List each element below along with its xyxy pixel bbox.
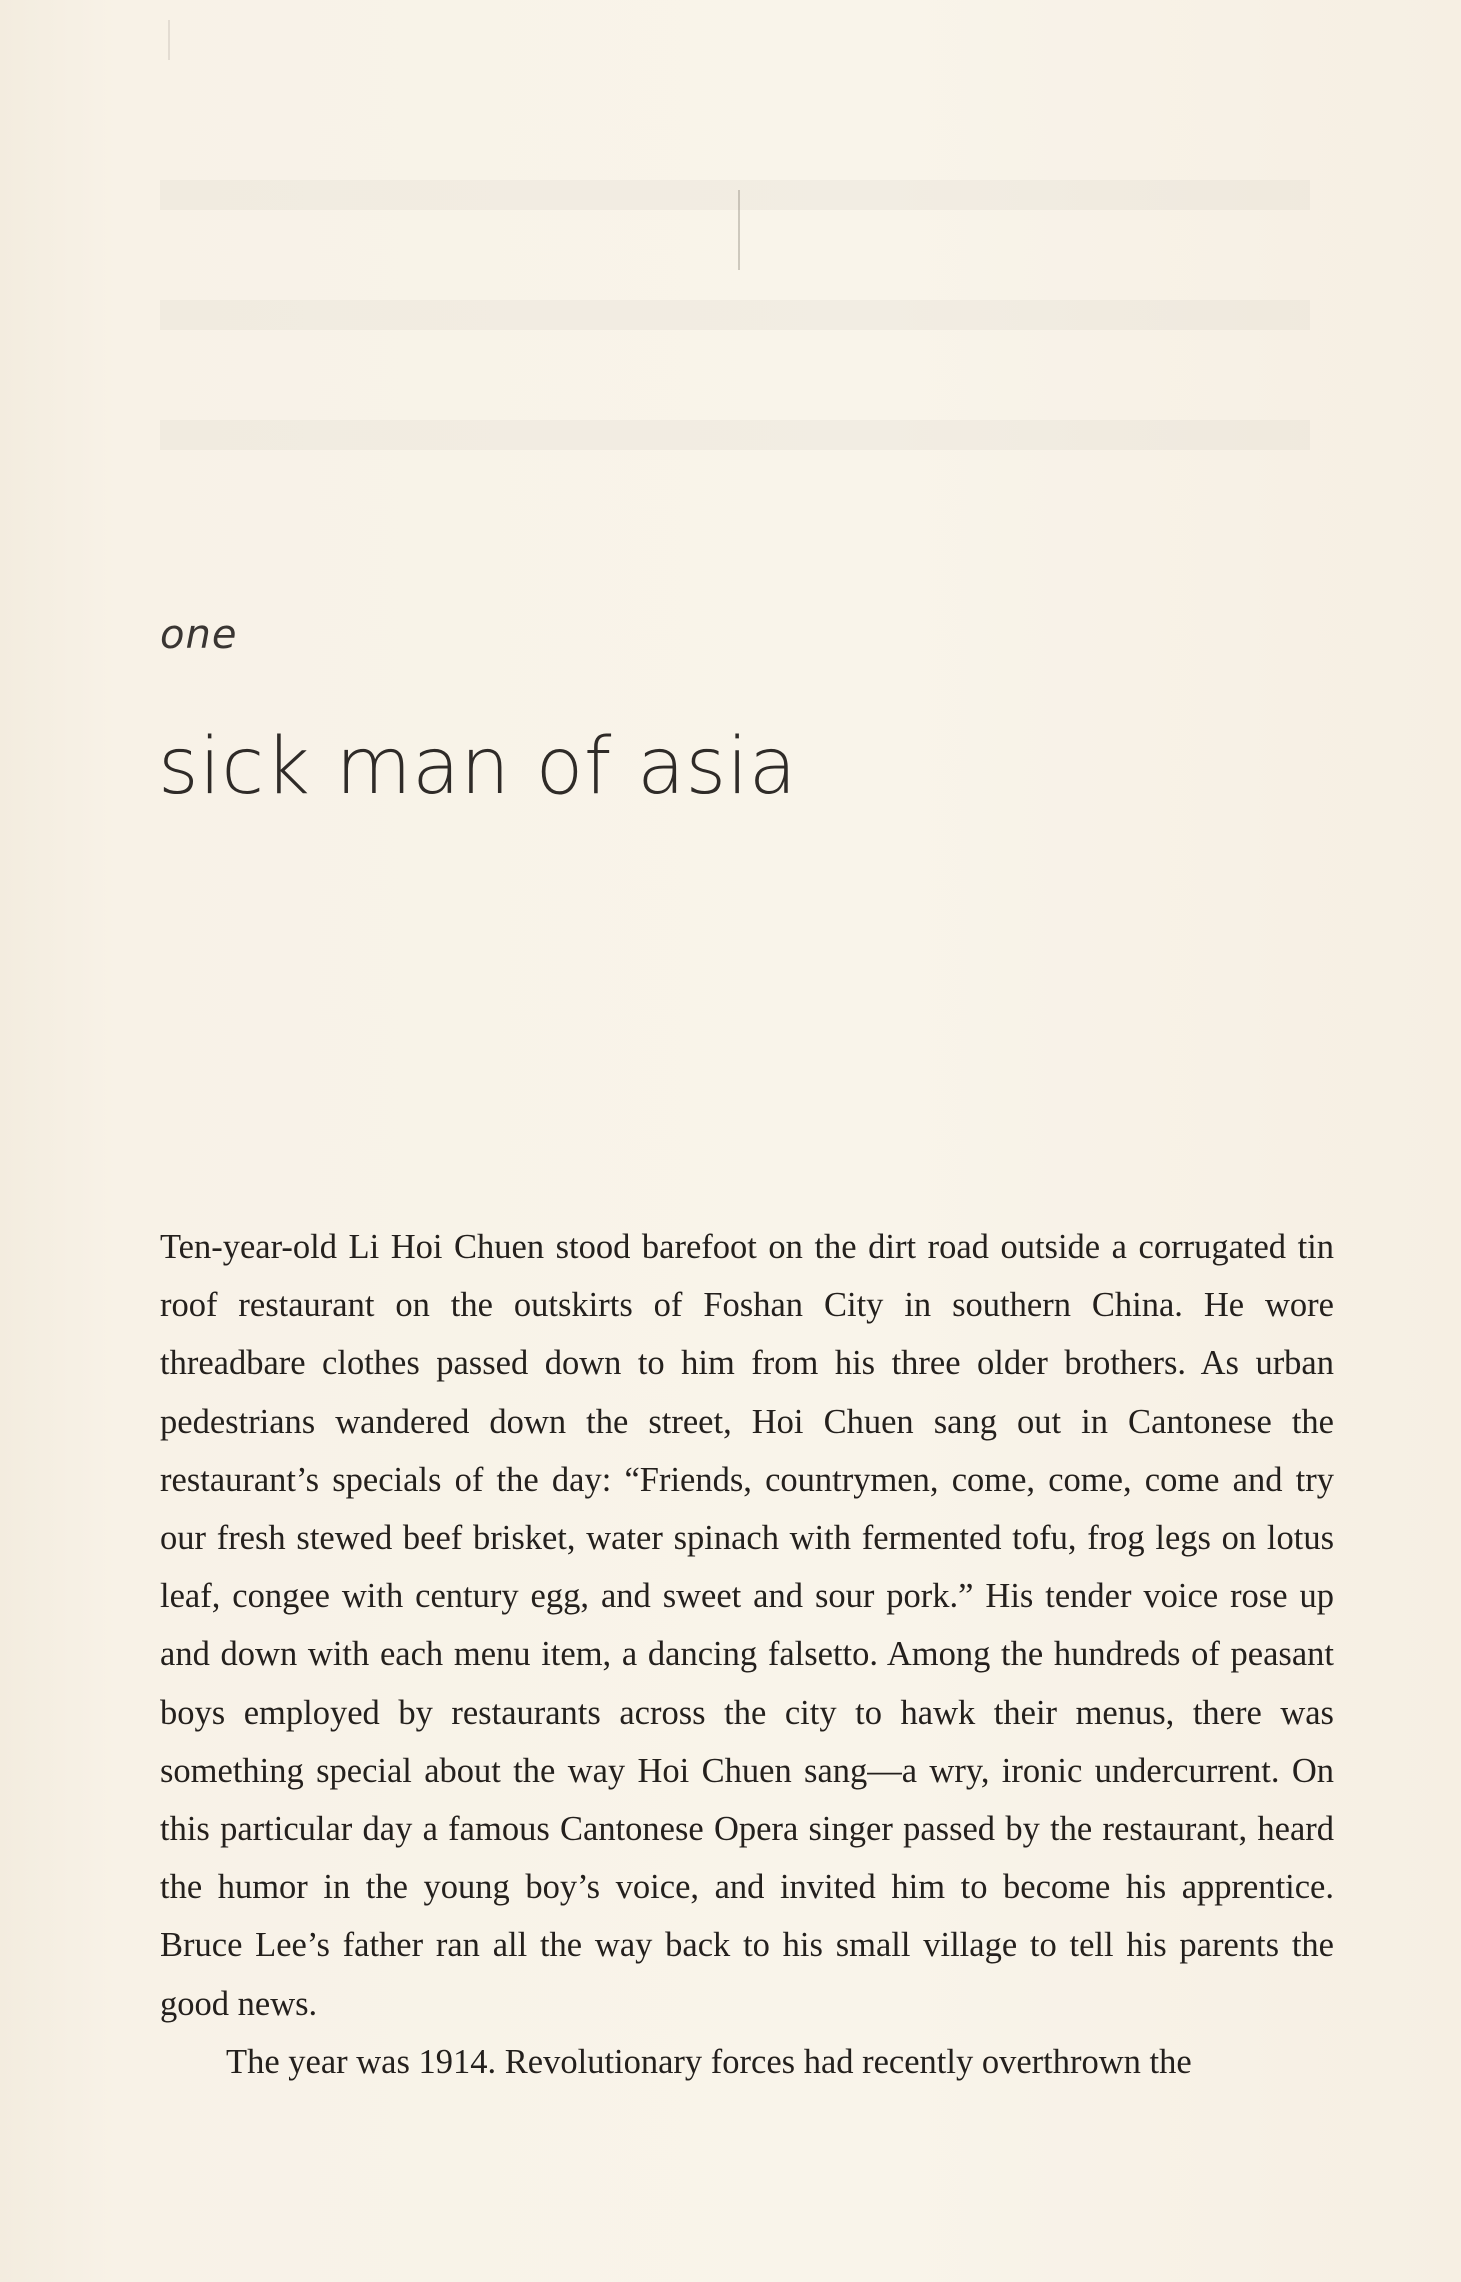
chapter-number: one	[160, 612, 238, 658]
bleed-through-mark	[160, 180, 1310, 210]
paper-crease	[738, 190, 740, 270]
paper-crease	[168, 20, 170, 60]
paragraph: The year was 1914. Revolutionary forces had recently overthrown the	[226, 2042, 1192, 2081]
paragraph: Ten-year-old Li Hoi Chuen stood barefoot on the dirt road outside a corrugated tin roof restaurant on the outskirts of Foshan City in southern China. He wore threadbare clothes passed down to him from his three older brothers. As urban pedestrians wandered down the street, Hoi Chuen sang out in Cantonese the restaurant’s specials of the day: “Friends, countrymen, come, come, come and try our fresh stewed beef brisket, water spinach with fermented tofu, frog legs on lotus leaf, congee with century egg, and sweet and sour pork.” His tender voice rose up and down with each menu item, a dancing falsetto. Among the hundreds of peasant boys employed by restaurants across the city to hawk their menus, there was something special about the way Hoi Chuen sang—a wry, ironic undercurrent. On this particular day a famous Cantonese Opera singer passed by the restaurant, heard the humor in the young boy’s voice, and invited him to become his apprentice. Bruce Lee’s father ran all the way back to his small village to tell his parents the good news.	[160, 1228, 1334, 2023]
chapter-title: sick man of asia	[158, 722, 798, 812]
body-text	[160, 1218, 1334, 2091]
bleed-through-mark	[160, 420, 1310, 450]
bleed-through-mark	[160, 300, 1310, 330]
